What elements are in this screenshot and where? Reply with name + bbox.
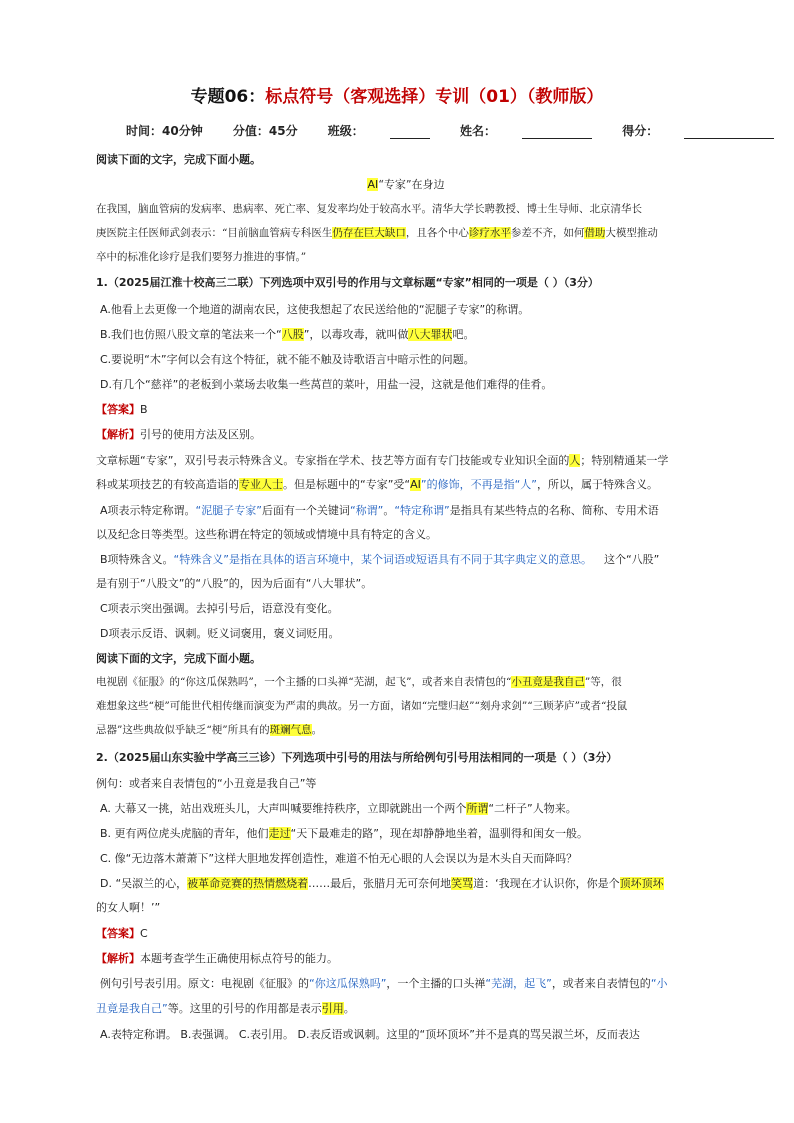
question-1-option-b — [100, 327, 716, 343]
opt-seg: ”，以毒攻毒，就叫做 — [303, 328, 409, 341]
answer-2 — [96, 926, 716, 942]
opt-hl: 八大罪状 — [408, 328, 453, 341]
answer-1 — [96, 402, 716, 418]
question-1-stem: 1.（2025届江淮十校高三二联）下列选项中双引号的作用与文章标题“专家”相同的一项是（ ）（3分） — [96, 276, 599, 289]
exp-blue: ”的修饰， — [420, 478, 471, 491]
score-label: 分值：45分 — [232, 124, 298, 138]
read-instruction-1: 阅读下面的文字，完成下面小题。 — [96, 153, 261, 166]
exp-seg: 是指具有某些特点的名称、简称、专用术语 — [449, 504, 659, 517]
question-2-option-b — [100, 826, 716, 842]
exp-seg: 等。这里的引号的作用都是表示 — [167, 1002, 322, 1015]
opt-hl: 八股 — [281, 328, 304, 341]
got-blank — [684, 127, 774, 139]
explanation-1-line-2 — [96, 477, 712, 493]
passage-2-line-2: 难想象这些“梗”可能世代相传继而演变为严肃的典故。另一方面，诸如“完璧归赵”“刻舟求剑”“三顾茅庐”或者“投鼠 — [96, 700, 628, 712]
exp-seg: 科或某项技艺的有较高造诣的 — [96, 478, 239, 491]
exp-seg: ；特别精通某一学 — [580, 454, 669, 467]
exp-blue: “小 — [650, 977, 668, 990]
p1-seg: 庚医院主任医师武剑表示：“目前脑血管病专科医生 — [96, 227, 333, 239]
exp-blue: “泥腿子专家” — [195, 504, 262, 517]
exp-seg: 文章标题“专家”，双引号表示特殊含义。专家指在学术、技艺等方面有专门技能或专业知识全面的 — [96, 454, 570, 467]
got-field — [622, 124, 774, 138]
passage-1-line-3: 卒中的标准化诊疗是我们要努力推进的事情。” — [96, 251, 307, 263]
analysis-label: 【解析】 — [96, 428, 140, 441]
exp-blue: 不再是指“人” — [470, 478, 537, 491]
passage-1-line-1: 在我国，脑血管病的发病率、患病率、死亡率、复发率均处于较高水平。清华大学长聘教授、博士生导师、北京清华长 — [96, 203, 642, 215]
page-title — [0, 82, 794, 107]
name-field — [460, 124, 592, 138]
p1-seg: ，且各个中心 — [405, 227, 469, 239]
explanation-1-line-1 — [96, 453, 712, 469]
question-2-example: 例句：或者来自表情包的“小丑竟是我自己”等 — [96, 777, 317, 790]
exp-blue: “特定称谓” — [394, 504, 450, 517]
explanation-1-a-line-2: 以及纪念日等类型。这些称谓在特定的领域或情境中具有特定的含义。 — [96, 528, 437, 541]
time-label: 时间：40分钟 — [126, 124, 203, 138]
exp-hl: 专业人士 — [239, 478, 283, 491]
exp-hl: AI — [410, 478, 421, 491]
exp-hl: 引用 — [321, 1002, 344, 1015]
explanation-1-b-line-2: 是有别于“八股文”的“八股”的，因为后面有“八大罪状”。 — [96, 577, 373, 590]
p1-hl: 仍存在巨大缺口 — [332, 227, 406, 239]
p2-seg: 电视剧《征服》的“你这瓜保熟吗”，一个主播的口头禅“芜湖，起飞”，或者来自表情包的“ — [96, 676, 512, 688]
title-main: 标点符号（客观选择）专训（01）（教师版） — [265, 87, 604, 107]
opt-hl: 笑骂 — [451, 877, 474, 890]
question-2-option-d — [100, 876, 716, 892]
analysis-value: 引号的使用方法及区别。 — [140, 428, 261, 441]
passage-1-title — [96, 177, 716, 193]
opt-seg: D. “吴淑兰的心， — [100, 877, 188, 890]
question-2-stem: 2.（2025届山东实验中学高三三诊）下列选项中引号的用法与所给例句引号用法相同的一项是（ ）（3分） — [96, 751, 618, 764]
explanation-1-d: D项表示反语、讽刺。贬义词褒用，褒义词贬用。 — [100, 627, 340, 640]
class-blank — [390, 127, 430, 139]
question-1-option-d: D.有几个“慈祥”的老板到小菜场去收集一些莴苣的菜叶，用盐一浸，这就是他们难得的佳肴。 — [100, 378, 553, 391]
explanation-1-a-line-1 — [100, 503, 716, 519]
read-instruction-2: 阅读下面的文字，完成下面小题。 — [96, 652, 261, 665]
opt-seg: 道：‘我现在才认识你，你是个 — [473, 877, 620, 890]
got-label: 得分： — [622, 124, 659, 138]
name-blank — [522, 127, 592, 139]
opt-seg: “二杆子”人物来。 — [488, 802, 577, 815]
class-label: 班级： — [327, 124, 364, 138]
exam-info-line — [126, 122, 794, 139]
name-label: 姓名： — [459, 124, 496, 138]
passage-1-title-rest: “专家”在身边 — [378, 178, 445, 191]
analysis-label: 【解析】 — [96, 952, 140, 965]
exp-blue: 丑竟是我自己” — [96, 1002, 168, 1015]
p2-hl: 斑斓气息 — [269, 724, 312, 736]
question-1-option-c: C.要说明“木”字何以会有这个特征，就不能不触及诗歌语言中暗示性的问题。 — [100, 353, 475, 366]
explanation-1-b-line-1 — [100, 552, 716, 568]
p1-seg: 大模型推动 — [605, 227, 658, 239]
explanation-1-c: C项表示突出强调。去掉引号后，语意没有变化。 — [100, 602, 339, 615]
question-2-option-d-cont: 的女人啊！’” — [96, 901, 161, 914]
opt-seg: B.我们也仿照八股文章的笔法来一个“ — [100, 328, 282, 341]
p1-seg: 参差不齐，如何 — [510, 227, 585, 239]
exp-blue: “特殊含义”是指在具体的语言环境中，某个词语或短语具有不同于其字典定义的意思。 — [173, 553, 592, 566]
passage-1-title-hl: AI — [367, 178, 379, 191]
analysis-1 — [96, 427, 716, 443]
p2-hl: 小丑竟是我自己 — [511, 676, 585, 688]
exp-seg: 。 — [383, 504, 395, 517]
exp-seg: A项表示特定称谓。 — [100, 504, 196, 517]
p2-seg: 。 — [311, 724, 323, 736]
passage-2-line-3 — [96, 723, 716, 738]
class-field — [328, 124, 430, 138]
opt-hl: 走过 — [268, 827, 291, 840]
answer-label: 【答案】 — [96, 403, 140, 416]
analysis-2 — [96, 951, 716, 967]
question-2-option-c: C. 像“无边落木萧萧下”这样大胆地发挥创造性，难道不怕无心眼的人会误以为是木头自天而降吗？ — [100, 852, 578, 865]
opt-seg: ……最后，张腊月无可奈何地 — [308, 877, 452, 890]
exp-blue: “芜湖，起飞” — [485, 977, 552, 990]
p1-hl: 诊疗水平 — [468, 227, 511, 239]
opt-seg: 吧。 — [452, 328, 475, 341]
opt-hl: 顶坏顶坏 — [619, 877, 664, 890]
exp-blue: “称谓” — [349, 504, 384, 517]
passage-2-line-1 — [96, 675, 716, 690]
exp-seg: 后面有一个关键词 — [261, 504, 350, 517]
explanation-2-line-3: A.表特定称谓。 B.表强调。 C.表引用。 D.表反语或讽刺。这里的“顶坏顶坏”并不是真的骂吴淑兰坏，反而表达 — [100, 1028, 640, 1041]
opt-hl: 被革命竞赛的热情燃烧着 — [187, 877, 309, 890]
opt-seg: B. 更有两位虎头虎脑的青年，他们 — [100, 827, 269, 840]
exp-seg: ，所以，属于特殊含义。 — [537, 478, 658, 491]
exp-seg: ，一个主播的口头禅 — [386, 977, 486, 990]
question-1-option-a: A.他看上去更像一个地道的湖南农民，这使我想起了农民送给他的“泥腿子专家”的称谓。 — [100, 303, 530, 316]
opt-seg: “天下最难走的路”，现在却静静地坐着，温驯得和闺女一般。 — [290, 827, 588, 840]
exp-seg: 例句引号表引用。原文：电视剧《征服》的 — [100, 977, 309, 990]
answer-value: B — [140, 403, 148, 416]
explanation-2-line-1 — [100, 976, 716, 992]
opt-hl: 所谓 — [466, 802, 489, 815]
exp-seg: 。 — [343, 1002, 355, 1015]
opt-seg: A. 大幕又一挑，站出戏班头儿，大声叫喊要维持秩序，立即就跳出一个两个 — [100, 802, 467, 815]
analysis-value: 本题考查学生正确使用标点符号的能力。 — [140, 952, 338, 965]
answer-label: 【答案】 — [96, 927, 140, 940]
exp-hl: 人 — [569, 454, 581, 467]
explanation-2-line-2 — [96, 1001, 712, 1017]
exp-seg: B项特殊含义。 — [100, 553, 174, 566]
title-prefix: 专题06： — [190, 87, 266, 107]
exp-seg: 这个“八股” — [603, 553, 660, 566]
exp-seg: ，或者来自表情包的 — [551, 977, 651, 990]
question-2-option-a — [100, 801, 716, 817]
exp-seg: 。但是标题中的“专家”受“ — [283, 478, 411, 491]
p2-seg: 忌器”这些典故似乎缺乏“梗”所具有的 — [96, 724, 270, 736]
exp-blue: “你这瓜保熟吗” — [309, 977, 387, 990]
answer-value: C — [140, 927, 148, 940]
p1-hl: 借助 — [584, 227, 606, 239]
p2-seg: ”等，很 — [584, 676, 622, 688]
passage-1-line-2 — [96, 226, 716, 241]
